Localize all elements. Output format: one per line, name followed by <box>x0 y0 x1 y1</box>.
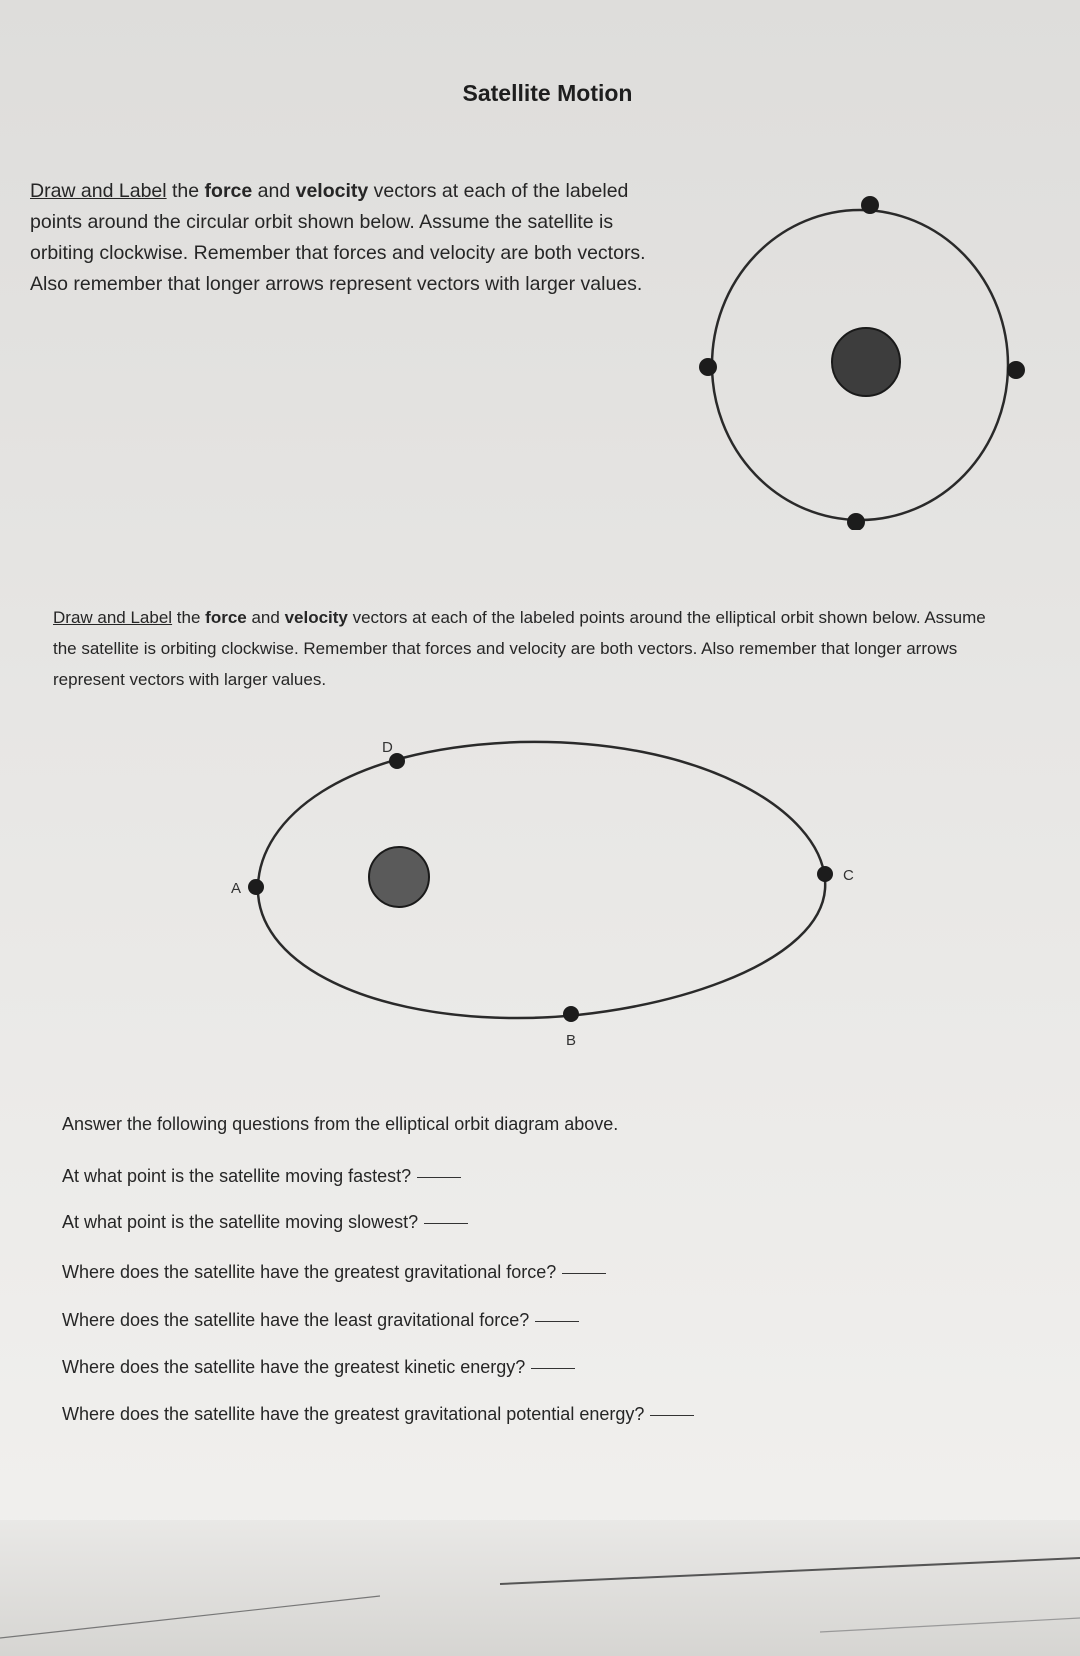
instr-text: the <box>166 180 205 202</box>
answer-blank[interactable] <box>562 1272 606 1274</box>
point-label-a: A <box>231 880 242 897</box>
point-label-c: C <box>843 867 854 884</box>
instr-text: vectors at each of the labeled points around the elliptical orbit shown below. Assume the satellite is orbiting clockwise. Remember that forces and velocity are both vectors. Also remember that longer arrows represent vectors with larger values. <box>53 608 986 689</box>
paper-edge-lines <box>0 1500 1080 1656</box>
instr-velocity: velocity <box>295 180 369 202</box>
central-planet <box>832 328 900 396</box>
question-text: At what point is the satellite moving slowest? <box>62 1212 419 1232</box>
paper-edge-line <box>820 1618 1080 1632</box>
circular-orbit-diagram <box>690 190 1030 530</box>
instr-velocity: velocity <box>284 608 348 627</box>
satellite-point-a <box>248 879 264 895</box>
question-item <box>62 1212 468 1233</box>
instr-text: and <box>252 180 296 202</box>
question-item <box>62 1262 606 1283</box>
question-item <box>62 1310 579 1331</box>
questions-intro: Answer the following questions from the elliptical orbit diagram above. <box>62 1114 619 1134</box>
elliptical-orbit-instructions <box>53 602 1013 695</box>
instr-force: force <box>204 180 253 202</box>
question-text: Where does the satellite have the greatest gravitational force? <box>62 1262 557 1282</box>
elliptical-orbit-path <box>258 742 825 1018</box>
question-item <box>62 1404 694 1425</box>
question-text: At what point is the satellite moving fastest? <box>62 1166 412 1186</box>
satellite-point-c <box>817 866 833 882</box>
satellite-point-left <box>699 358 717 376</box>
satellite-point-right <box>1007 361 1025 379</box>
answer-blank[interactable] <box>424 1222 468 1224</box>
paper-edge-line <box>0 1596 380 1638</box>
satellite-point-top <box>861 196 879 214</box>
instr-text: vectors at each of the labeled points around the circular orbit shown below. Assume the satellite is orbiting clockwise. Remember that forces and velocity are both vectors. Also remember that longer arrows represent vectors with larger values. <box>30 180 646 295</box>
page-title: Satellite Motion <box>462 80 633 106</box>
answer-blank[interactable] <box>531 1367 575 1369</box>
circular-orbit-instructions <box>30 176 650 300</box>
paper-edge-line <box>500 1558 1080 1584</box>
question-item <box>62 1357 575 1378</box>
question-text: Where does the satellite have the least gravitational force? <box>62 1310 530 1330</box>
instr-force: force <box>205 608 247 627</box>
question-text: Where does the satellite have the greatest gravitational potential energy? <box>62 1404 645 1424</box>
instr-text: the <box>172 608 206 627</box>
elliptical-orbit-diagram <box>220 730 860 1060</box>
point-label-d: D <box>382 739 393 756</box>
point-label-b: B <box>565 1032 577 1049</box>
instr-underlined: Draw and Label <box>53 608 173 627</box>
central-planet <box>369 847 429 907</box>
satellite-point-bottom <box>847 513 865 530</box>
answer-blank[interactable] <box>650 1414 694 1416</box>
answer-blank[interactable] <box>417 1176 461 1178</box>
answer-blank[interactable] <box>535 1320 579 1322</box>
satellite-point-b <box>563 1006 579 1022</box>
question-text: Where does the satellite have the greatest kinetic energy? <box>62 1357 526 1377</box>
instr-text: and <box>246 608 285 627</box>
question-item <box>62 1166 461 1187</box>
instr-underlined: Draw and Label <box>30 180 167 202</box>
